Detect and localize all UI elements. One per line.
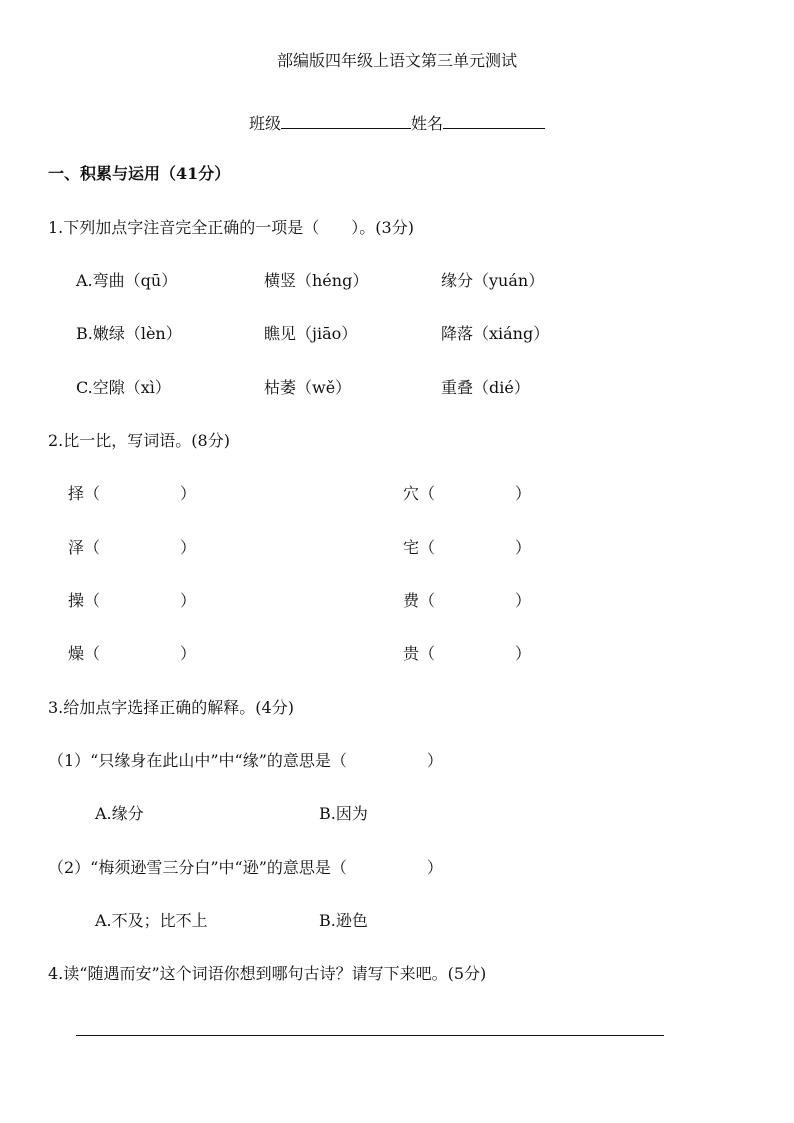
q1-option-a3: 缘分（yuán） xyxy=(441,271,545,290)
q2-right-item[interactable]: 费（ ） xyxy=(403,591,532,610)
q3-sub1-option-a: A.缘分 xyxy=(95,804,144,823)
q2-right-item[interactable]: 穴（ ） xyxy=(403,484,532,503)
q1-option-c3: 重叠（dié） xyxy=(441,378,530,397)
q2-right-item[interactable]: 宅（ ） xyxy=(403,538,532,557)
q1-prompt: 1.下列加点字注音完全正确的一项是（ ）。(3分) xyxy=(48,218,414,237)
q1-option-b1: B.嫩绿（lèn） xyxy=(76,324,182,343)
q1-option-c1: C.空隙（xì） xyxy=(76,378,171,397)
q1-option-a2: 横竖（héng） xyxy=(264,271,369,290)
q3-prompt: 3.给加点字选择正确的解释。(4分) xyxy=(48,698,294,717)
q4-answer-line[interactable] xyxy=(76,1035,664,1036)
q3-sub1[interactable]: （1）“只缘身在此山中”中“缘”的意思是（ ） xyxy=(48,751,443,770)
q2-right-item[interactable]: 贵（ ） xyxy=(403,644,532,663)
q1-option-c2: 枯萎（wě） xyxy=(264,378,352,397)
class-blank[interactable] xyxy=(281,112,411,129)
q3-sub2-option-a: A.不及；比不上 xyxy=(95,911,208,930)
page-title: 部编版四年级上语文第三单元测试 xyxy=(276,51,517,70)
class-label: 班级 xyxy=(248,114,281,133)
q1-option-a1: A.弯曲（qū） xyxy=(76,271,178,290)
name-blank[interactable] xyxy=(443,112,545,129)
q2-prompt: 2.比一比，写词语。(8分) xyxy=(48,431,230,450)
q1-option-b2: 瞧见（jiāo） xyxy=(264,324,358,343)
section-heading: 一、积累与运用（41分） xyxy=(48,164,231,183)
name-label: 姓名 xyxy=(411,114,444,133)
q2-left-item[interactable]: 操（ ） xyxy=(68,591,197,610)
q3-sub1-option-b: B.因为 xyxy=(319,804,368,823)
student-info-line xyxy=(0,112,794,134)
q2-left-item[interactable]: 燥（ ） xyxy=(68,644,197,663)
q4-prompt: 4.读“随遇而安”这个词语你想到哪句古诗？请写下来吧。(5分) xyxy=(48,964,487,983)
q3-sub2[interactable]: （2）“梅须逊雪三分白”中“逊”的意思是（ ） xyxy=(48,858,443,877)
q3-sub2-option-b: B.逊色 xyxy=(319,911,368,930)
q2-left-item[interactable]: 泽（ ） xyxy=(68,538,197,557)
q1-option-b3: 降落（xiáng） xyxy=(441,324,550,343)
q2-left-item[interactable]: 择（ ） xyxy=(68,484,197,503)
